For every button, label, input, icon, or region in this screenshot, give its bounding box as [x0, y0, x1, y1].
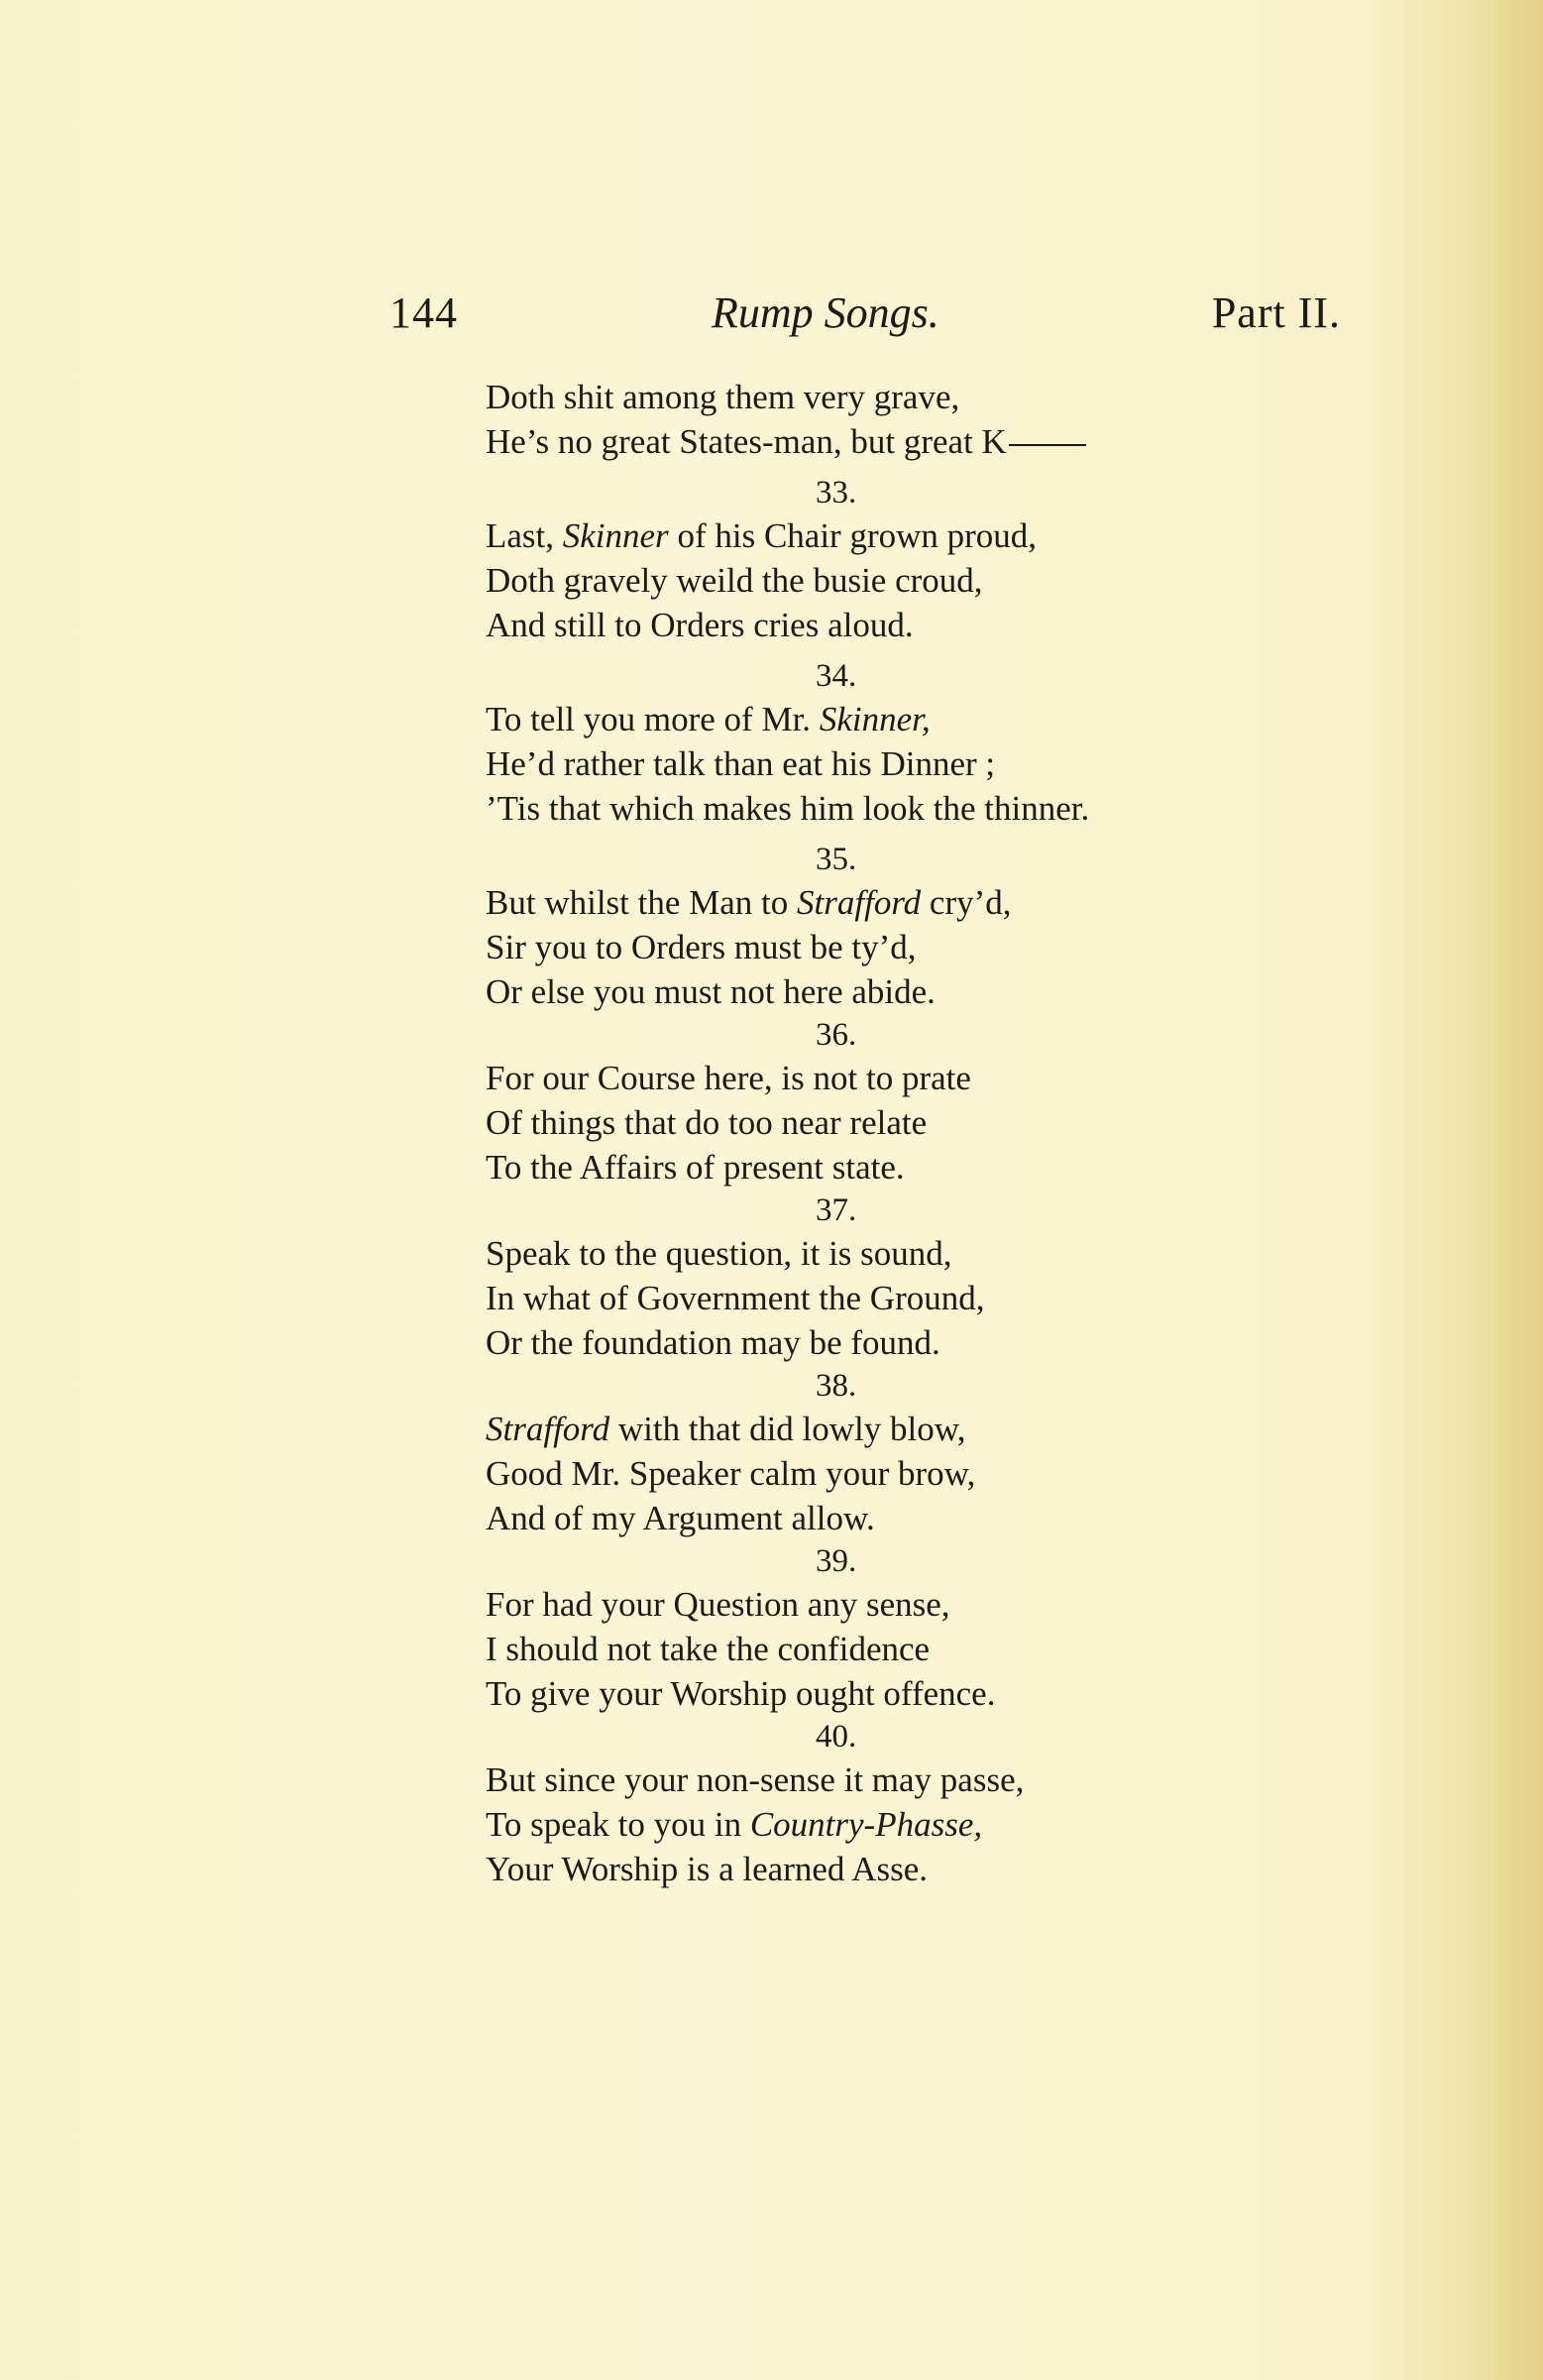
poem-line	[486, 1671, 1278, 1716]
line-ital: Strafford	[797, 883, 922, 922]
line-pre: But since your non-sense it may passe,	[486, 1760, 1025, 1799]
stanza-number: 34.	[816, 658, 857, 694]
poem-line	[486, 786, 1278, 831]
poem-line	[486, 1847, 1278, 1891]
poem-line	[486, 1276, 1278, 1320]
line-pre: Or else you must not here abide.	[486, 972, 936, 1011]
line-pre: Speak to the question, it is sound,	[486, 1234, 952, 1273]
poem-line	[486, 1320, 1278, 1365]
poem-line	[486, 1496, 1278, 1540]
line-post: with that did lowly blow,	[609, 1410, 966, 1448]
running-header	[389, 287, 1341, 357]
stanza-number: 39.	[816, 1543, 857, 1579]
line-pre: And of my Argument allow.	[486, 1499, 875, 1537]
line-pre: For our Course here, is not to prate	[486, 1059, 971, 1097]
line-pre: Your Worship is a learned Asse.	[486, 1850, 929, 1888]
poem-line	[486, 1145, 1278, 1190]
poem-line	[486, 1802, 1278, 1847]
page-edge-shadow	[1474, 0, 1543, 2380]
poem-line: He’s no great States-man, but great K	[486, 419, 1278, 464]
stanza-number: 36.	[816, 1017, 857, 1053]
line-pre: To tell you more of Mr.	[486, 700, 820, 738]
poem-line	[486, 513, 1278, 558]
stanza-number: 33.	[816, 475, 857, 510]
running-title: Rump Songs.	[712, 288, 939, 337]
poem-line	[486, 1451, 1278, 1496]
line-pre: And still to Orders cries aloud.	[486, 606, 914, 644]
line-pre: Or the foundation may be found.	[486, 1323, 940, 1362]
stanza-number: 35.	[816, 842, 857, 877]
poem-line	[486, 1627, 1278, 1671]
poem-line	[486, 697, 1278, 741]
poem-line: Doth shit among them very grave,	[486, 378, 960, 416]
line-ital: Country-Phasse,	[749, 1805, 983, 1844]
line-pre: But whilst the Man to	[486, 883, 798, 922]
poem-line	[486, 1231, 1278, 1276]
poem-line	[486, 1582, 1278, 1627]
line-pre: Of things that do too near relate	[486, 1103, 928, 1142]
line-pre: Sir you to Orders must be ty’d,	[486, 928, 917, 966]
poem-line	[486, 969, 1278, 1014]
line-ital: Skinner,	[819, 700, 931, 738]
line-pre: I should not take the confidence	[486, 1630, 931, 1668]
line-pre: Doth gravely weild the busie croud,	[486, 561, 983, 600]
line-pre: He’d rather talk than eat his Dinner ;	[486, 744, 996, 783]
line-post: cry’d,	[921, 883, 1012, 922]
poem-line	[486, 925, 1278, 969]
poem-body	[486, 375, 1278, 1891]
line-ital: Strafford	[486, 1410, 610, 1448]
page-number: 144	[389, 288, 458, 337]
poem-line	[486, 1407, 1278, 1451]
stanza-number: 38.	[816, 1368, 857, 1404]
line-pre: To the Affairs of present state.	[486, 1148, 905, 1187]
poem-line	[486, 1100, 1278, 1145]
stanza-number: 40.	[816, 1719, 857, 1755]
poem-line	[486, 1056, 1278, 1100]
line-pre: In what of Government the Ground,	[486, 1279, 985, 1317]
part-label: Part II.	[1211, 288, 1341, 337]
poem-line	[486, 558, 1278, 603]
line-pre: To speak to you in	[486, 1805, 750, 1844]
line-pre: For had your Question any sense,	[486, 1585, 950, 1624]
line-pre: Last,	[486, 516, 563, 555]
line-ital: Skinner	[562, 516, 669, 555]
poem-line	[486, 603, 1278, 647]
censor-dash	[1009, 444, 1086, 446]
poem-line	[486, 880, 1278, 925]
line-pre: Good Mr. Speaker calm your brow,	[486, 1454, 976, 1493]
stanza-number: 37.	[816, 1192, 857, 1228]
poem-line	[486, 741, 1278, 786]
line-pre: ’Tis that which makes him look the thinner.	[486, 789, 1090, 828]
poem-line	[486, 1757, 1278, 1802]
line-post: of his Chair grown proud,	[668, 516, 1038, 555]
line-pre: To give your Worship ought offence.	[486, 1674, 996, 1713]
